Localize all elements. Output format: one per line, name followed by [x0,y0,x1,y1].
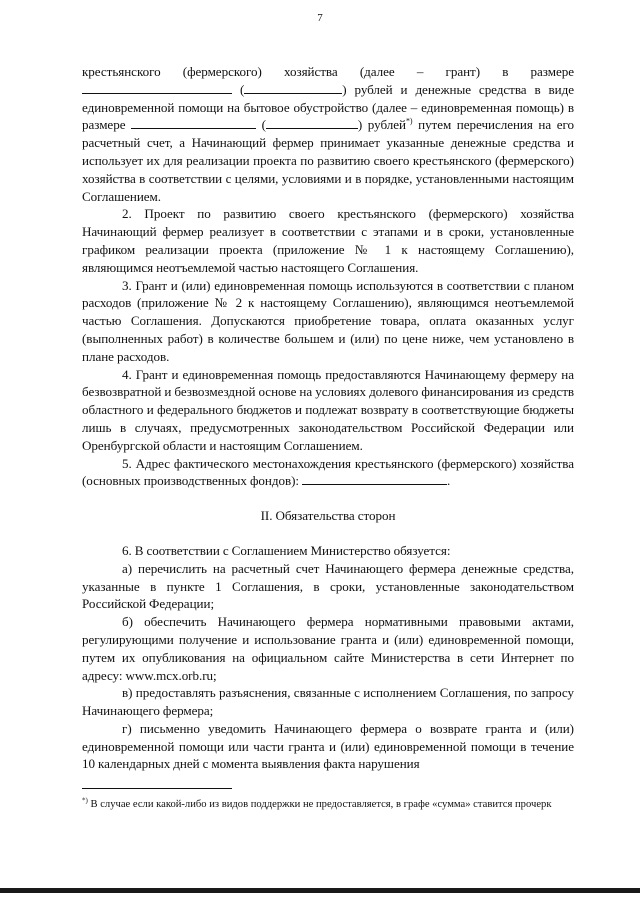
paragraph-6b: б) обеспечить Начинающего фермера нормативными правовыми актами, регулирующими получение и использование гранта и (или) единовременной помощи, путем их опубликования на официальном сайте Министерства в сети Интернет по адресу: www.mcx.orb.ru; [82,614,574,683]
aid-amount-blank [131,116,256,129]
address-blank [302,472,447,485]
paragraph-6d: г) письменно уведомить Начинающего фермера о возврате гранта и (или) единовременной помощи или части гранта и (или) единовременной помощи в течение 10 календарных дней с момента выявления факта нарушения [82,720,574,772]
footnote-text: В случае если какой-либо из видов поддержки не предоставляется, в графе «сумма» ставится прочерк [87,799,552,810]
paragraph-1-text-a: крестьянского (фермерского) хозяйства (далее – грант) в размере [82,64,574,79]
paragraph-6: 6. В соответствии с Соглашением Министерство обязуется: [122,542,451,558]
document-body [82,63,574,773]
grant-amount-blank [82,81,232,94]
paragraph-1-text-f: путем перечисления на его расчетный счет, а Начинающий фермер принимает указанные денежные средства и использует их для реализации проекта по развитию своего крестьянского (фермерского) хозяйства в соответствии с целями, условиями и в порядке, установленными настоящим Соглашением. [82,117,574,204]
footnote-divider [82,788,232,789]
section-heading: II. Обязательства сторон [260,508,396,524]
footnote [82,798,574,812]
footnote-mark: *) [82,796,88,805]
paragraph-1-text-d: ( [261,117,266,133]
paragraph-6a: а) перечислить на расчетный счет Начинающего фермера денежные средства, указанные в пункте 1 Соглашения, в сроки, установленные законодательством Российской Федерации; [82,560,574,612]
grant-amount-words-blank [244,81,342,94]
paragraph-6c: в) предоставлять разъяснения, связанные с исполнением Соглашения, по запросу Начинающего фермера; [82,685,574,719]
paragraph-1 [82,63,574,205]
page-number: 7 [317,12,323,24]
scan-edge-bar [0,888,640,893]
footnote-marker: *) [405,117,413,127]
paragraph-2: 2. Проект по развитию своего крестьянского (фермерского) хозяйства Начинающий фермер реализует в соответствии с этапами и в сроки, установленные графиком реализации проекта (приложение № 1 к настоящему Соглашению), являющимся неотъемлемой частью настоящего Соглашения. [82,206,574,275]
paragraph-1-text-c: ) рублей и денежные средства в виде единовременной помощи на бытовое обустройство (далее – единовременная помощь) в размере [82,81,574,133]
aid-amount-words-blank [266,116,358,129]
paragraph-3: 3. Грант и (или) единовременная помощь используются в соответствии с планом расходов (приложение № 2 к настоящему Соглашению), являющимся неотъемлемой частью Соглашения. Допускаются приобретение товара, оплата оказанных услуг (выполненных работ) в количестве большем и (или) по цене ниже, чем установлено в плане расходов. [82,277,574,364]
paragraph-1-text-b: ( [239,81,245,97]
paragraph-1-text-e: ) рублей [357,117,406,133]
paragraph-5 [82,455,574,491]
paragraph-5-text: 5. Адрес фактического местонахождения крестьянского (фермерского) хозяйства (основных производственных фондов): [82,455,574,489]
paragraph-5-end: . [447,473,451,489]
paragraph-4: 4. Грант и единовременная помощь предоставляются Начинающему фермеру на безвозвратной и безвозмездной основе на условиях долевого финансирования из средств областного и федерального бюджетов и подлежат возврату в соответствующие бюджеты лишь в случаях, предусмотренных законодательством Российской Федерации или Оренбургской области и настоящим Соглашением. [82,366,574,453]
